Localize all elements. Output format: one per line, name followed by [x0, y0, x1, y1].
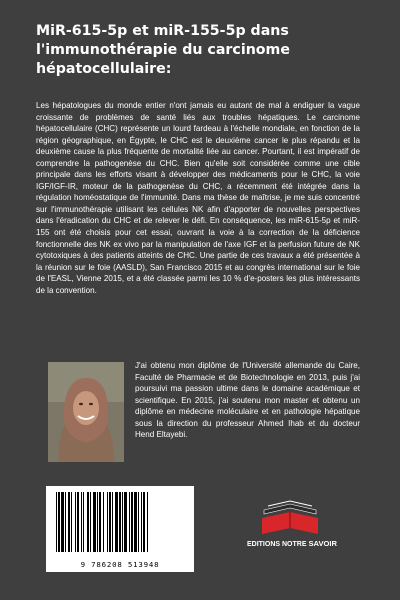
barcode-bar: [134, 492, 137, 552]
barcode-bar: [83, 492, 84, 552]
barcode-bar: [99, 492, 101, 552]
abstract-text: Les hépatologues du monde entier n'ont jamais eu autant de mal à endiguer la vague croissante de problèmes de santé liés aux troubles hépatiques. Le carcinome hépatocellulaire (CHC) représente un lourd fardeau à l'échelle mondiale, en fonction de la région géographique, en Égypte, le CHC est le deuxième cancer le plus répandu et la deuxième cause la plus fréquente de mortalité liée au cancer. Pourtant, il est impératif de comprendre la pathogenèse du CHC. Bien qu'elle soit considérée comme une cible principale dans les efforts visant à développer des médicaments pour le CHC, la voie IGF/IGF-IR, moteur de la pathogenèse du CHC, a récemment été intégrée dans la régulation homéostatique de l'immunité. Dans ma thèse de maîtrise, je me suis concentré sur l'immunothérapie utilisant les cellules NK afin d'apporter de nouvelles perspectives dans l'éradication du CHC et de relever le défi. En conséquence, les miR-615-5p et miR-155 ont été choisis pour cet essai, ouvrant la voie à la correction de la déficience fonctionnelle des NK ex vivo par la manipulation de l'axe IGF et la perfusion future de NK cytotoxiques à des patients atteints de CHC. Une partie de ces travaux a été présentée à la réunion sur le foie (AASLD), San Francisco 2015 et au congrès international sur le foie de l'EASL, Vienne 2015, et a été classée parmi les 10 % d'e-posters les plus intéressants de la convention.: [36, 101, 360, 295]
barcode-bar: [119, 492, 121, 552]
barcode-bar: [147, 492, 148, 552]
barcode-bar: [109, 492, 111, 552]
book-title: MiR-615-5p et miR-155-5p dans l'immunothérapie du carcinome hépatocellulaire:: [36, 23, 290, 77]
barcode-bar: [129, 492, 130, 552]
author-photo: [48, 362, 124, 462]
barcode-bar: [112, 492, 113, 552]
barcode-bar: [56, 492, 57, 552]
barcode-bar: [71, 492, 72, 552]
barcode-bar: [103, 492, 104, 552]
publisher-logo-icon: [258, 500, 322, 538]
barcode-bar: [87, 492, 89, 552]
barcode-bar: [131, 492, 133, 552]
publisher-name: [232, 539, 352, 548]
barcode-bar: [58, 492, 60, 552]
barcode-bar: [77, 492, 79, 552]
barcode-bar: [61, 492, 64, 552]
publisher-bold: SAVOIR: [308, 539, 338, 548]
barcode-bar: [124, 492, 127, 552]
barcode-bar: [93, 492, 96, 552]
barcode-bar: [68, 492, 70, 552]
barcode-bar: [122, 492, 123, 552]
barcode-bar: [81, 492, 82, 552]
barcode-bar: [75, 492, 76, 552]
barcode-bar: [65, 492, 66, 552]
barcode-bar: [115, 492, 118, 552]
barcode-bar: [90, 492, 91, 552]
barcode-bar: [138, 492, 139, 552]
publisher-prefix: EDITIONS NOTRE: [246, 541, 307, 548]
barcode-bars: [46, 486, 194, 558]
barcode-bar: [141, 492, 142, 552]
barcode-bar: [143, 492, 145, 552]
isbn-digits: 9 786208 513948: [80, 560, 160, 569]
isbn-barcode: [46, 486, 194, 572]
author-bio: J'ai obtenu mon diplôme de l'Université allemande du Caire, Faculté de Pharmacie et de Biotechnologie en 2013, puis j'ai poursuivi ma passion ultime dans le domaine académique et scientifique. En 2015, j'ai soutenu mon master et obtenu un diplôme en médecine moléculaire et en pathologie hépatique sous la direction du professeur Ahmed Ihab et du docteur Hend Eltayebi.: [135, 361, 360, 440]
barcode-bar: [107, 492, 108, 552]
barcode-bar: [97, 492, 98, 552]
